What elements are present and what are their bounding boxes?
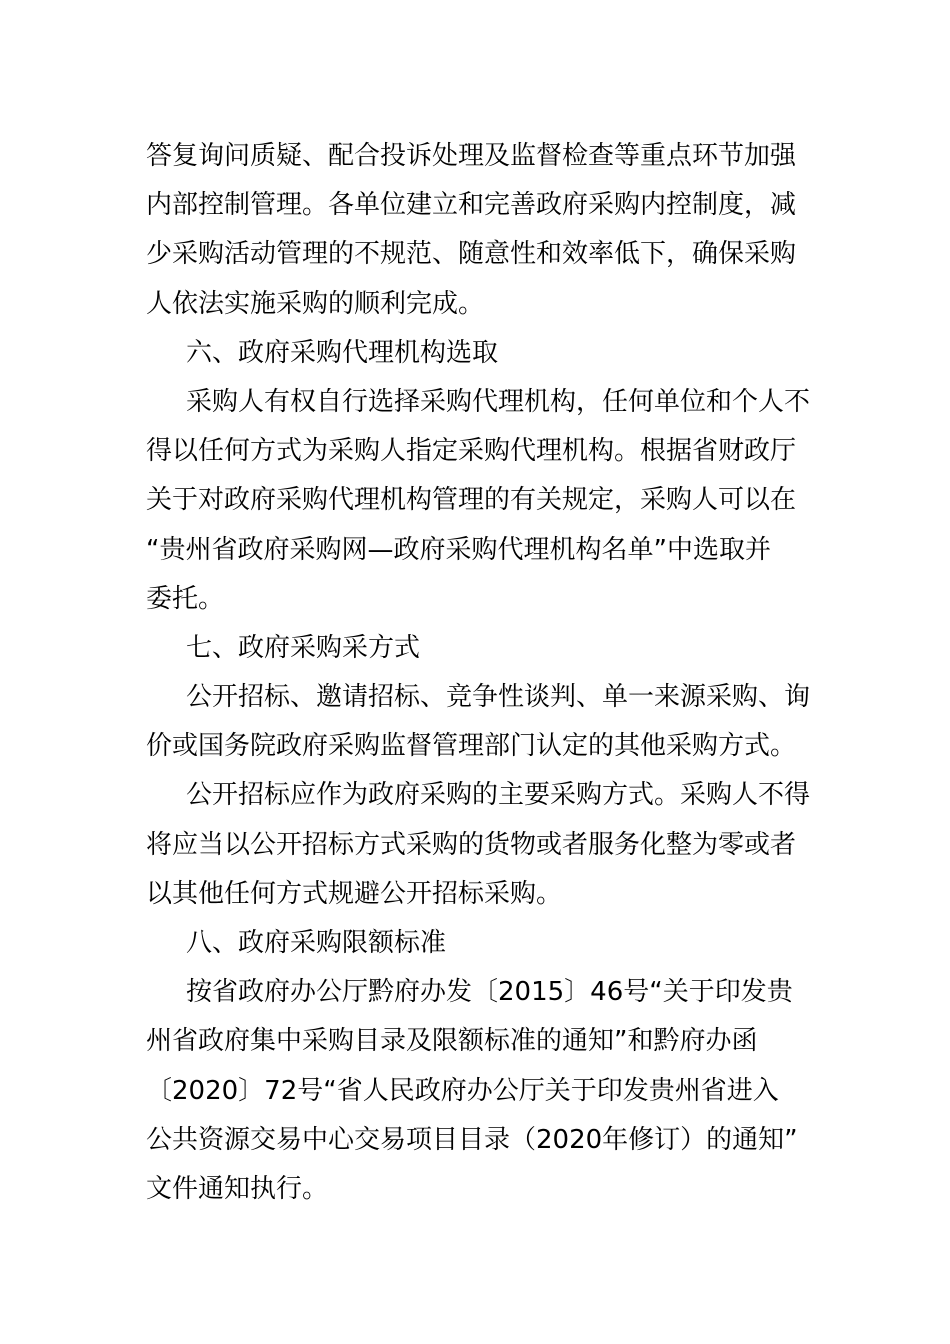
text-line: 州省政府集中采购目录及限额标准的通知”和黔府办函 bbox=[146, 1026, 758, 1057]
text-line: 人依法实施采购的顺利完成。 bbox=[146, 288, 485, 319]
text-line: 价或国务院政府采购监督管理部门认定的其他采购方式。 bbox=[146, 731, 797, 762]
text-line: 公共资源交易中心交易项目目录（2020年修订）的通知” bbox=[146, 1124, 798, 1155]
section-heading-8 bbox=[146, 919, 811, 968]
document-page bbox=[146, 132, 811, 1214]
text-line: 委托。 bbox=[146, 583, 225, 614]
text-line: 关于对政府采购代理机构管理的有关规定，采购人可以在 bbox=[146, 485, 797, 516]
text-line: 〔2020〕72号“省人民政府办公厅关于印发贵州省进入 bbox=[146, 1075, 779, 1106]
paragraph-agency-selection bbox=[146, 378, 811, 624]
text-line: 采购人有权自行选择采购代理机构，任何单位和个人不 bbox=[186, 386, 811, 417]
paragraph-public-tender bbox=[146, 771, 811, 919]
text-line: 公开招标、邀请招标、竞争性谈判、单一来源采购、询 bbox=[186, 682, 811, 713]
text-line: 公开招标应作为政府采购的主要采购方式。采购人不得 bbox=[186, 780, 811, 811]
text-line: 答复询问质疑、配合投诉处理及监督检查等重点环节加强 bbox=[146, 141, 797, 171]
text-line: 得以任何方式为采购人指定采购代理机构。根据省财政厅 bbox=[146, 436, 797, 467]
heading-line: 六、政府采购代理机构选取 bbox=[186, 337, 499, 368]
text-line: 按省政府办公厅黔府办发〔2015〕46号“关于印发贵 bbox=[186, 977, 793, 1008]
text-line: 以其他任何方式规避公开招标采购。 bbox=[146, 878, 563, 909]
section-heading-7 bbox=[146, 624, 811, 673]
section-heading-6 bbox=[146, 329, 811, 378]
heading-line: 八、政府采购限额标准 bbox=[186, 928, 447, 958]
text-line: 内部控制管理。各单位建立和完善政府采购内控制度，减 bbox=[146, 190, 797, 221]
heading-line: 七、政府采购采方式 bbox=[186, 632, 421, 663]
text-line: 文件通知执行。 bbox=[146, 1173, 329, 1204]
paragraph-limit-standards bbox=[146, 968, 811, 1214]
paragraph-procurement-methods bbox=[146, 673, 811, 771]
paragraph-internal-control bbox=[146, 132, 811, 329]
text-line: “贵州省政府采购网—政府采购代理机构名单”中选取并 bbox=[146, 534, 771, 565]
text-line: 将应当以公开招标方式采购的货物或者服务化整为零或者 bbox=[146, 829, 797, 860]
text-line: 少采购活动管理的不规范、随意性和效率低下，确保采购 bbox=[146, 239, 797, 270]
